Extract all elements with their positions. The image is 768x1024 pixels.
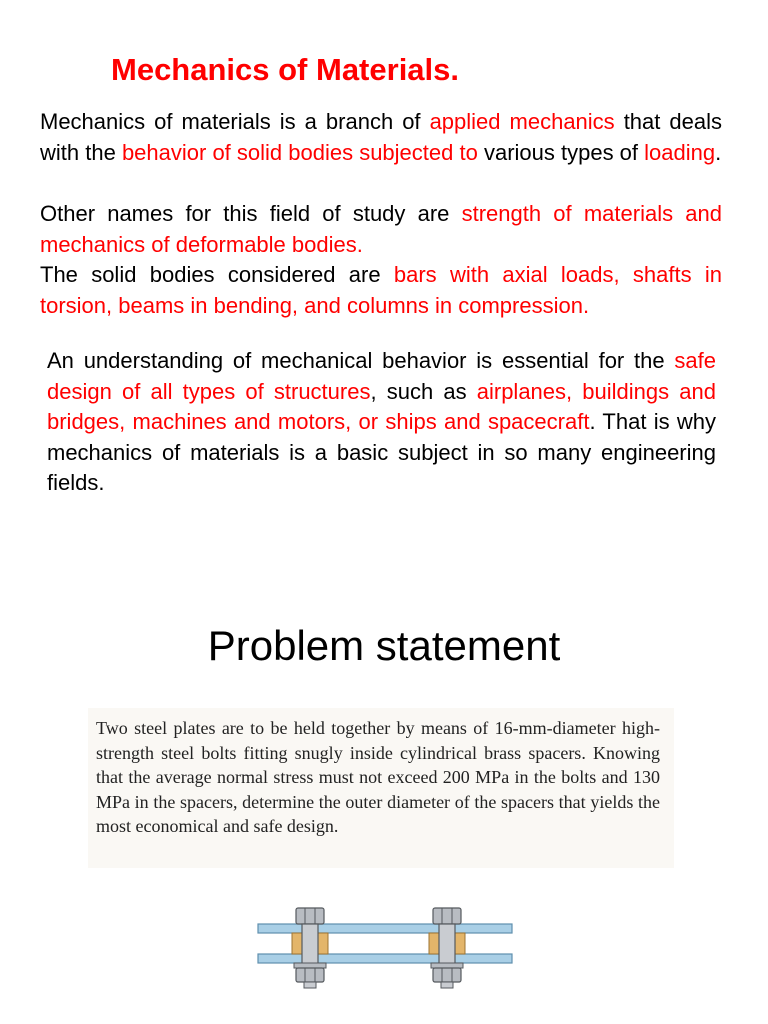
problem-heading: Problem statement xyxy=(207,622,561,669)
problem-text: Two steel plates are to be held together by means of 16-mm-diameter high-strength steel bolts fitting snugly inside cylindrical brass spacers. Knowing that the average normal stress must not exceed 200 MPa in the bolts and 130 MPa in the spacers, determine the outer diameter of the spacers that yields the most economical and safe design. xyxy=(96,718,660,836)
highlighted-phrase: bars with axial loads, shafts in torsion, beams in bending, and columns in compression. xyxy=(40,262,722,318)
highlighted-phrase: applied mechanics xyxy=(429,109,615,134)
text-segment: Mechanics of materials is a branch of xyxy=(40,109,430,134)
highlighted-phrase: behavior of solid bodies subjected to xyxy=(121,139,478,165)
intro-paragraph xyxy=(40,107,722,168)
other-names-paragraph xyxy=(40,199,722,260)
highlighted-phrase: airplanes, buildings and bridges, machines and motors, or ships and spacecraft xyxy=(47,378,716,434)
top-plate xyxy=(258,924,512,933)
text-segment: various types of xyxy=(477,139,645,165)
highlighted-phrase: safe design of all types of structures xyxy=(47,348,716,404)
importance-paragraph xyxy=(47,346,716,499)
text-segment: , such as xyxy=(370,378,477,404)
text-segment: The solid bodies considered are xyxy=(40,262,394,287)
bolt-spacer-diagram xyxy=(254,902,516,992)
solid-bodies-paragraph xyxy=(40,260,722,321)
bottom-plate xyxy=(258,954,512,963)
highlighted-phrase: loading xyxy=(644,139,716,165)
text-segment: . That is why mechanics of materials is a basic subject in so many engineering fields. xyxy=(47,409,716,495)
page-title: Mechanics of Materials. xyxy=(111,52,460,87)
text-segment: An understanding of mechanical behavior is essential for the xyxy=(47,348,675,373)
text-segment: . xyxy=(715,139,722,165)
text-segment: that deals with the xyxy=(40,109,722,165)
text-segment: Other names for this field of study are xyxy=(40,201,462,226)
problem-excerpt xyxy=(88,708,674,868)
highlighted-phrase: strength of materials and mechanics of deformable bodies. xyxy=(40,201,722,257)
